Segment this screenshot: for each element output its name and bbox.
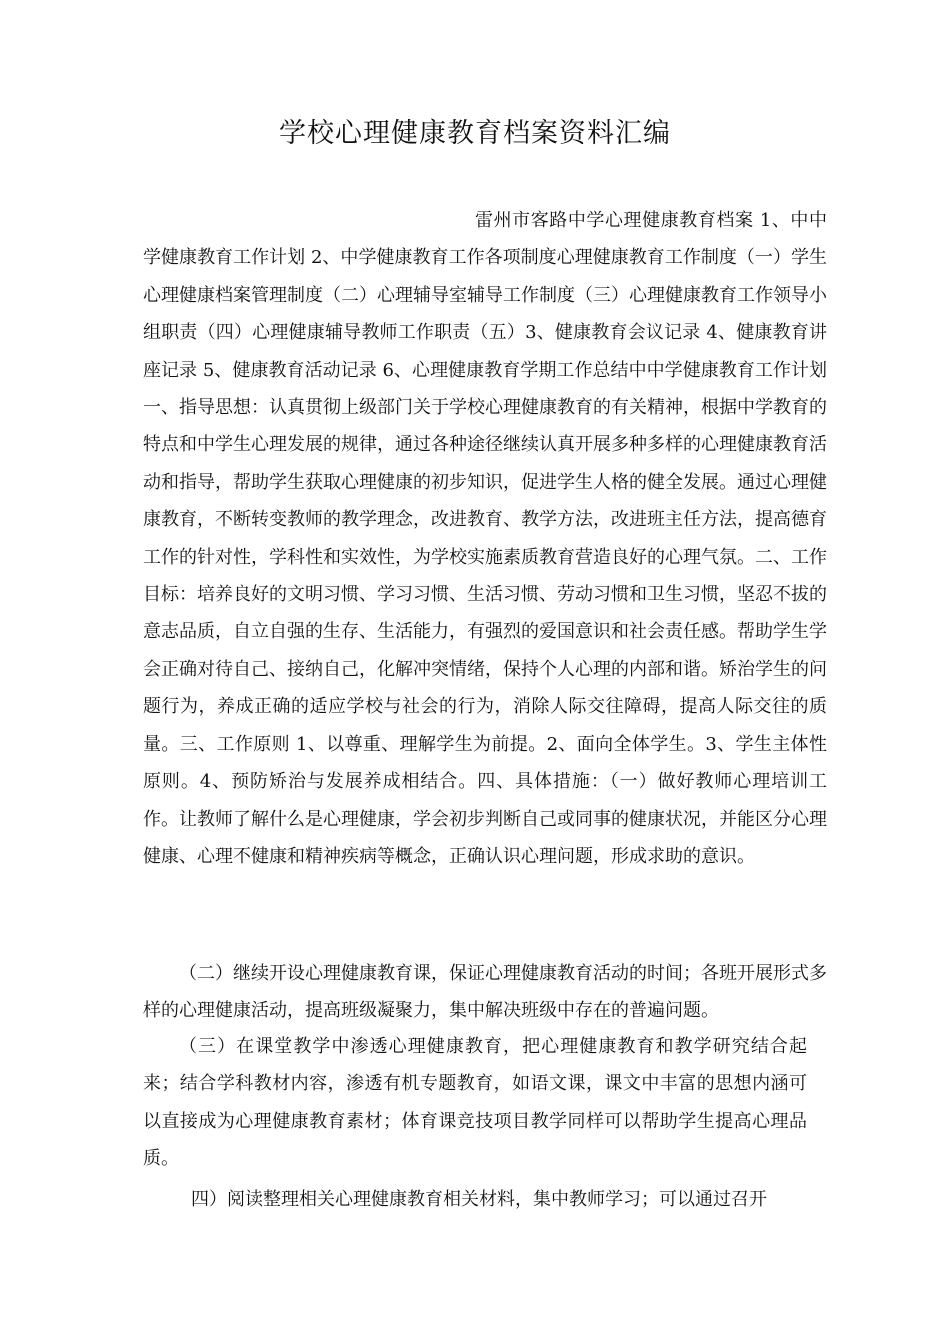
paragraph-measure-3: （三）在课堂教学中渗透心理健康教育，把心理健康教育和教学研究结合起来；结合学科教材内容，渗透有机专题教育，如语文课，课文中丰富的思想内涵可以直接成为心理健康教育素材；体育课竞技项目教学同样可以帮助学生提高心理品质。: [143, 1036, 807, 1170]
paragraph-measure-2: （二）继续开设心理健康教育课，保证心理健康教育活动的时间；各班开展形式多样的心理健康活动，提高班级凝聚力，集中解决班级中存在的普遍问题。: [143, 963, 827, 1022]
paragraph-archive-overview: 雷州市客路中学心理健康教育档案 1、中中学健康教育工作计划 2、中学健康教育工作各项制度心理健康教育工作制度（一）学生心理健康档案管理制度（二）心理辅导室辅导工作制度（三）心理健康教育工作领导小组职责（四）心理健康辅导教师工作职责（五）3、健康教育会议记录 4、健康教育讲座记录 5、健康教育活动记录 6、心理健康教育学期工作总结中中学健康教育工作计划一、指导思想：认真贯彻上级部门关于学校心理健康教育的有关精神，根据中学教育的特点和中学生心理发展的规律，通过各种途径继续认真开展多种多样的心理健康教育活动和指导，帮助学生获取心理健康的初步知识，促进学生人格的健全发展。通过心理健康教育，不断转变教师的教学理念，改进教育、教学方法，改进班主任方法，提高德育工作的针对性，学科性和实效性，为学校实施素质教育营造良好的心理气氛。二、工作目标：培养良好的文明习惯、学习习惯、生活习惯、劳动习惯和卫生习惯，坚忍不拔的意志品质，自立自强的生存、生活能力，有强烈的爱国意识和社会责任感。帮助学生学会正确对待自己、接纳自己，化解冲突情绪，保持个人心理的内部和谐。矫治学生的问题行为，养成正确的适应学校与社会的行为，消除人际交往障碍，提高人际交往的质量。三、工作原则 1、以尊重、理解学生为前提。2、面向全体学生。3、学生主体性原则。4、预防矫治与发展养成相结合。四、具体措施：（一）做好教师心理培训工作。让教师了解什么是心理健康，学会初步判断自己或同事的健康状况，并能区分心理健康、心理不健康和精神疾病等概念，正确认识心理问题，形成求助的意识。: [143, 210, 827, 867]
document-title: 学校心理健康教育档案资料汇编: [279, 118, 671, 149]
paragraph-measure-4: 四）阅读整理相关心理健康教育相关材料，集中教师学习；可以通过召开: [191, 1189, 767, 1210]
